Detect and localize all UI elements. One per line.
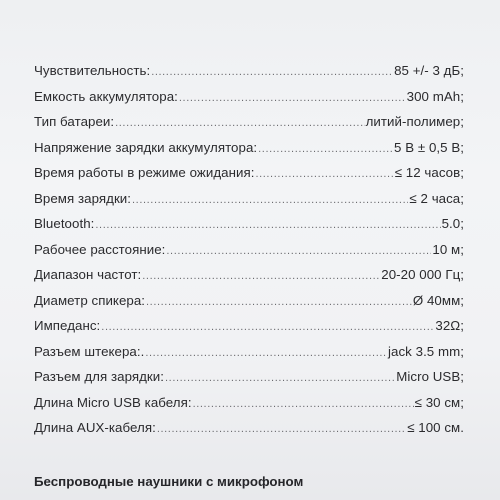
spec-value: ≤ 12 часов;: [394, 165, 464, 180]
spec-row: [34, 267, 464, 293]
dot-leader: [132, 194, 408, 206]
spec-label: Разъем для зарядки:: [34, 369, 165, 384]
spec-label: Тип батареи:: [34, 114, 115, 129]
dot-leader: [142, 270, 380, 282]
spec-label: Длина AUX-кабеля:: [34, 420, 156, 435]
spec-row: [34, 216, 464, 242]
spec-row: [34, 89, 464, 115]
spec-list: [34, 63, 464, 446]
spec-value: ≤ 30 см;: [414, 394, 464, 410]
spec-value: 300 mAh;: [406, 88, 464, 104]
spec-value: 10 м;: [432, 241, 464, 257]
spec-value: ≤ 2 часа;: [409, 190, 464, 206]
spec-label: Емкость аккумулятора:: [34, 88, 178, 104]
spec-label: Напряжение зарядки аккумулятора:: [34, 139, 258, 155]
spec-label: Импеданс:: [34, 318, 101, 333]
dot-leader: [258, 143, 393, 155]
dot-leader: [101, 321, 434, 333]
spec-row: [34, 369, 464, 395]
spec-label: Разъем штекера:.: [34, 343, 145, 359]
spec-label: Чувствительность:: [34, 63, 151, 78]
spec-value: 5 В ± 0,5 В;: [394, 139, 464, 155]
dot-leader: [179, 92, 406, 104]
spec-value: jack 3.5 mm;: [388, 343, 464, 359]
spec-row: [34, 114, 464, 140]
spec-row: [34, 344, 464, 370]
spec-row: [34, 242, 464, 268]
dot-leader: [165, 372, 395, 384]
spec-row: [34, 165, 464, 191]
dot-leader: [193, 398, 414, 410]
spec-value: 32Ω;: [435, 318, 464, 333]
spec-label: Рабочее расстояние:: [34, 241, 166, 257]
spec-value: 5.0;: [441, 216, 464, 231]
spec-label: Длина Micro USB кабеля:: [34, 394, 192, 410]
dot-leader: [95, 219, 440, 231]
dot-leader: [146, 296, 412, 308]
dot-leader: [151, 66, 393, 78]
dot-leader: [157, 423, 406, 435]
spec-row: [34, 63, 464, 89]
spec-label: Время зарядки:: [34, 190, 132, 206]
spec-label: Bluetooth:: [34, 216, 95, 231]
spec-value: ≤ 100 см.: [407, 420, 464, 435]
spec-label: Диапазон частот:: [34, 267, 142, 282]
spec-row: [34, 140, 464, 166]
spec-label: Диаметр спикера:: [34, 292, 146, 308]
spec-value: Ø 40мм;: [412, 292, 464, 308]
spec-value: литий-полимер;: [365, 114, 464, 129]
spec-value: 20-20 000 Гц;: [381, 267, 464, 282]
dot-leader: [145, 347, 387, 359]
section-heading: Беспроводные наушники с микрофоном: [34, 474, 304, 489]
spec-row: [34, 293, 464, 319]
spec-value: 85 +/- 3 дБ;: [394, 63, 464, 78]
cropped-text-line: [34, 493, 74, 500]
dot-leader: [115, 117, 365, 129]
spec-label: Время работы в режиме ожидания:: [34, 165, 255, 180]
spec-row: [34, 420, 464, 446]
dot-leader: [166, 245, 431, 257]
spec-row: [34, 318, 464, 344]
spec-value: Micro USB;: [396, 369, 464, 384]
spec-row: [34, 191, 464, 217]
dot-leader: [255, 168, 393, 180]
spec-row: [34, 395, 464, 421]
